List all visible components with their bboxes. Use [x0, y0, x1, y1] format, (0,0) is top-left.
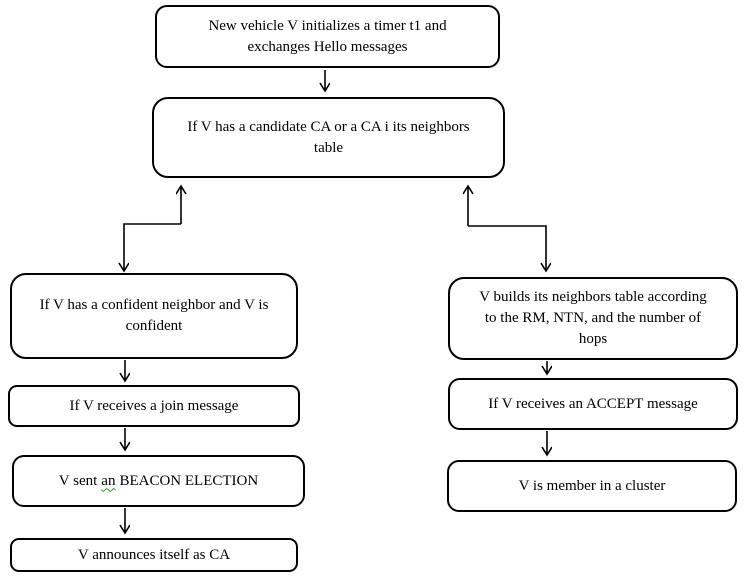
beacon-grammar-squiggle-word: an [101, 472, 116, 489]
node-announce-line1: V announces itself as CA [77, 546, 231, 563]
node-member-cluster [447, 460, 737, 512]
beacon-text-before: V sent [58, 472, 98, 489]
node-join-message [8, 385, 300, 427]
node-candidate-check-line1: If V has a candidate CA or a CA i its neighbors [187, 118, 470, 135]
node-accept-message [448, 378, 738, 430]
node-accept-line1: If V receives an ACCEPT message [488, 395, 698, 412]
node-member-line1: V is member in a cluster [518, 477, 666, 494]
node-beacon-election [12, 455, 305, 507]
node-candidate-check-line2: table [313, 139, 344, 156]
node-start-line2: exchanges Hello messages [247, 38, 408, 55]
node-builds-line2: to the RM, NTN, and the number of [484, 310, 702, 326]
node-builds-line3: hops [578, 331, 608, 347]
node-join-line1: If V receives a join message [69, 397, 239, 414]
connector-left-down-arrow [124, 224, 181, 271]
beacon-text-after: BEACON ELECTION [119, 472, 259, 489]
node-confident-neighbor [10, 273, 298, 359]
node-builds-neighbors-table [448, 277, 738, 360]
node-start [155, 5, 500, 68]
node-confident-line2: confident [125, 318, 183, 334]
node-candidate-check [152, 97, 505, 178]
node-beacon-line1 [24, 471, 293, 492]
node-announce-ca [10, 538, 298, 572]
node-builds-line1: V builds its neighbors table according [479, 289, 707, 305]
node-start-line1: New vehicle V initializes a timer t1 and [208, 17, 447, 34]
node-confident-line1: If V has a confident neighbor and V is [39, 297, 269, 313]
connector-right-down-arrow [468, 226, 546, 271]
